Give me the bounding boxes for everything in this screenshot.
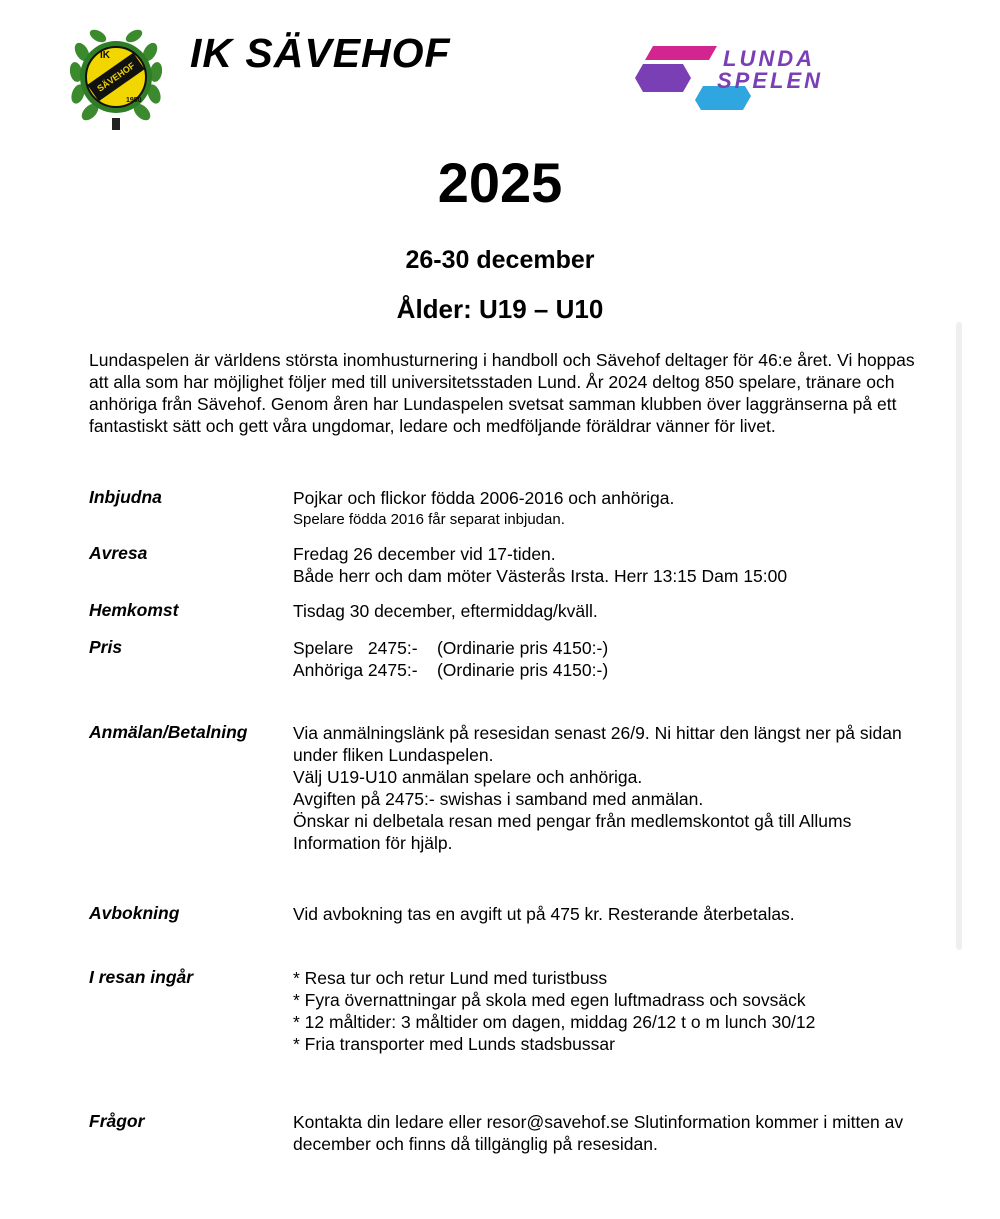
crest-text-ik: IK [100,50,110,61]
detail-value [293,903,913,925]
detail-value [293,1111,913,1155]
detail-text: Kontakta din ledare eller resor@savehof.se Slutinformation kommer i mitten av december och finns då tillgänglig på resesidan. [293,1112,904,1154]
intro-paragraph: Lundaspelen är världens största inomhusturnering i handboll och Sävehof deltager för 46:e året. Vi hoppas att alla som har möjlighet följer med till universitetsstaden Lund. År 2024 deltog 850 spelare, tränare och anhöriga från Sävehof. Genom åren har Lundaspelen svetsat samman klubben över laggränserna på ett fantastiskt sätt och gett våra ungdomar, ledare och medföljande föräldrar vänner för livet. [89,350,915,436]
list-item: * Resa tur och retur Lund med turistbuss [293,968,608,988]
ik-savehof-crest-icon [70,22,162,132]
detail-value [293,487,913,531]
list-item: * Fyra övernattningar på skola med egen luftmadrass och sovsäck [293,990,806,1010]
detail-label: Pris [89,637,123,657]
detail-label: Hemkomst [89,600,179,620]
event-logo-line1: LUNDA [723,46,815,71]
club-name: IK SÄVEHOF [190,30,451,76]
detail-value [293,600,913,622]
detail-value [293,722,913,854]
crest-text-year: 1950 [126,97,142,104]
detail-text: Avgiften på 2475:- swishas i samband med anmälan. [293,789,704,809]
price-players: Spelare 2475:- (Ordinarie pris 4150:-) [293,638,609,658]
detail-label: Avbokning [89,903,180,923]
crest-text-club: SÄVEHOF [95,60,137,94]
header [0,0,1000,140]
scrollbar[interactable] [956,322,962,950]
list-item: * 12 måltider: 3 måltider om dagen, middag 26/12 t o m lunch 30/12 [293,1012,816,1032]
detail-value [293,967,913,1055]
detail-text: Tisdag 30 december, eftermiddag/kväll. [293,601,598,621]
age-group-heading: Ålder: U19 – U10 [396,294,604,324]
detail-text: Välj U19-U10 anmälan spelare och anhöriga. [293,767,643,787]
detail-text: Pojkar och flickor födda 2006-2016 och anhöriga. [293,488,675,508]
detail-value [293,637,913,681]
detail-note: Spelare födda 2016 får separat inbjudan. [293,511,565,528]
detail-text: Både herr och dam möter Västerås Irsta. Herr 13:15 Dam 15:00 [293,566,788,586]
year-heading: 2025 [437,151,563,214]
lundaspelen-logo-icon [625,38,875,118]
detail-label: Inbjudna [89,487,162,507]
detail-label: I resan ingår [89,967,194,987]
detail-text: Önskar ni delbetala resan med pengar från medlemskontot gå till Allums Information för hjälp. [293,811,852,853]
date-range-heading: 26-30 december [405,246,595,274]
detail-text: Vid avbokning tas en avgift ut på 475 kr. Resterande återbetalas. [293,904,795,924]
event-logo-line2: SPELEN [717,68,824,93]
price-relatives: Anhöriga 2475:- (Ordinarie pris 4150:-) [293,660,609,680]
detail-value [293,543,913,587]
list-item: * Fria transporter med Lunds stadsbussar [293,1034,615,1054]
detail-label: Avresa [89,543,148,563]
detail-label: Anmälan/Betalning [89,722,248,742]
detail-label: Frågor [89,1111,145,1131]
detail-text: Via anmälningslänk på resesidan senast 26/9. Ni hittar den längst ner på sidan under fliken Lundaspelen. [293,723,902,765]
detail-text: Fredag 26 december vid 17-tiden. [293,544,556,564]
